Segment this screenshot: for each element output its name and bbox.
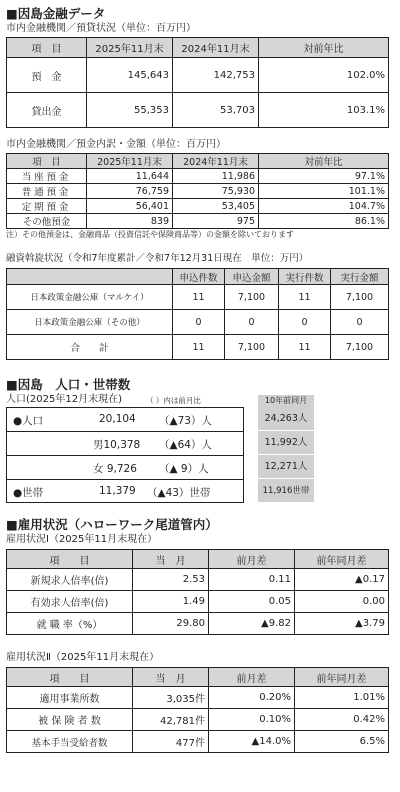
table-row [7,687,389,709]
employment-2-caption: 雇用状況Ⅱ（2025年11月末現在） [6,652,160,663]
col-header [7,269,173,285]
row-label: 就 職 率（%） [7,613,133,635]
table-cell: 102.0% [259,58,389,93]
table-cell: 0 [173,310,225,335]
employment-1-caption: 雇用状況Ⅰ（2025年11月末現在） [6,534,158,545]
employment-table-2 [6,667,389,753]
table-cell: 104.7% [259,199,389,214]
row-label: 女 9,726 [93,463,137,475]
table-cell: 0.05 [209,591,295,613]
row-label: 普通預金 [7,184,87,199]
col-header: 実行件数 [279,269,331,285]
table-cell: 11 [173,335,225,360]
col-header: 前月差 [209,550,295,569]
table-row [7,591,389,613]
table-cell: 97.1% [259,169,389,184]
financing-table [6,268,389,360]
table-row [7,169,389,184]
table-cell: ▲9.82 [209,613,295,635]
table-cell: 0.20% [209,687,295,709]
financing-caption: 融資斡旋状況（令和7年度累計／令和7年12月31日現在 単位：万円） [6,253,309,264]
col-header: 前年同月差 [295,668,389,687]
table-cell: 101.1% [259,184,389,199]
row-label: 男10,378 [93,439,141,451]
table-cell: 11 [279,335,331,360]
table-row [7,335,389,360]
col-header: 前年同月差 [295,550,389,569]
population-table [6,407,390,503]
table-cell: （▲64）人 [159,439,212,451]
table-cell: （▲73）人 [159,415,212,427]
ten-year-ago-value: 12,271人 [258,455,314,479]
table-cell: 53,405 [173,199,259,214]
table-cell: 839 [87,214,173,229]
row-label: 有効求人倍率(倍) [7,591,133,613]
deposit-breakdown-caption: 市内金融機関／預金内訳・金額（単位：百万円） [6,139,226,150]
table-cell: （▲ 9）人 [159,463,209,475]
table-cell: 1.49 [133,591,209,613]
table-cell: 1.01% [295,687,389,709]
row-label: その他預金 [7,214,87,229]
col-header: 項 目 [7,550,133,569]
table-cell: 477件 [133,731,209,753]
deposit-breakdown-table [6,153,389,229]
table-row [7,613,389,635]
col-header: 実行金額 [331,269,389,285]
population-row-households [6,479,390,503]
deposit-loan-caption: 市内金融機関／預貸状況（単位：百万円） [6,23,196,34]
table-cell: 975 [173,214,259,229]
population-row-male [6,431,390,455]
employment-title: ■雇用状況（ハローワーク尾道管内） [6,517,218,532]
col-header: 2024年11月末 [173,38,259,58]
table-row [7,58,389,93]
row-label: 定期預金 [7,199,87,214]
table-cell: 0.42% [295,709,389,731]
row-label: 貸出金 [7,93,87,128]
col-header: 2025年11月末 [87,154,173,169]
row-label: 被 保 険 者 数 [7,709,133,731]
row-label: 日本政策金融公庫（マルケイ） [7,285,173,310]
table-row [7,731,389,753]
table-cell: 7,100 [331,335,389,360]
col-header: 対前年比 [259,154,389,169]
col-header: 項 目 [7,668,133,687]
table-cell: 29.80 [133,613,209,635]
population-caption-row [6,393,390,407]
deposit-note: 注）その他預金は、金融商品（投資信託や保険商品等）の金額を除いております [6,230,294,239]
table-cell: 142,753 [173,58,259,93]
row-label: 預 金 [7,58,87,93]
table-cell: 0.11 [209,569,295,591]
table-row [7,199,389,214]
table-cell: 11,379 [99,485,136,497]
row-label: 日本政策金融公庫（その他） [7,310,173,335]
col-header: 対前年比 [259,38,389,58]
table-cell: 11,986 [173,169,259,184]
table-cell: 55,353 [87,93,173,128]
col-header: 項 目 [7,38,87,58]
table-cell: 53,703 [173,93,259,128]
table-cell: （▲43）世帯 [147,487,211,499]
row-label: 適用事業所数 [7,687,133,709]
table-cell: 42,781件 [133,709,209,731]
table-cell: 76,759 [87,184,173,199]
table-cell: ▲14.0% [209,731,295,753]
table-cell: 75,930 [173,184,259,199]
table-cell: 7,100 [225,335,279,360]
table-cell: 7,100 [331,285,389,310]
deposit-loan-table [6,37,389,128]
table-cell: 11,644 [87,169,173,184]
col-header: 2025年11月末 [87,38,173,58]
population-caption: 人口(2025年12月末現在) [6,394,122,405]
ten-year-ago-value: 24,263人 [258,407,314,431]
table-row [7,569,389,591]
table-cell: 6.5% [295,731,389,753]
row-label: 基本手当受給者数 [7,731,133,753]
employment-table-1 [6,549,389,635]
col-header: 当 月 [133,550,209,569]
population-row-female [6,455,390,479]
table-cell: 0 [279,310,331,335]
population-row-total [6,407,390,431]
col-header: 申込金額 [225,269,279,285]
table-cell: 0.00 [295,591,389,613]
table-cell: 2.53 [133,569,209,591]
table-cell: 56,401 [87,199,173,214]
table-row [7,285,389,310]
row-label: 合 計 [7,335,173,360]
table-cell: 11 [279,285,331,310]
table-cell: 7,100 [225,285,279,310]
col-header: 前月差 [209,668,295,687]
col-header: 2024年11月末 [173,154,259,169]
col-header: 当 月 [133,668,209,687]
col-header: 申込件数 [173,269,225,285]
table-row [7,709,389,731]
table-cell: 86.1% [259,214,389,229]
population-caption-note: （ ）内は前月比 [146,396,201,405]
table-cell: 3,035件 [133,687,209,709]
ten-year-ago-value: 11,916世帯 [258,479,314,503]
table-cell: 11 [173,285,225,310]
table-row [7,310,389,335]
table-row [7,93,389,128]
ten-year-ago-value: 11,992人 [258,431,314,455]
table-row [7,184,389,199]
table-cell: 0 [331,310,389,335]
table-cell: ▲0.17 [295,569,389,591]
table-cell: 145,643 [87,58,173,93]
table-cell: 103.1% [259,93,389,128]
table-cell: ▲3.79 [295,613,389,635]
page [6,6,390,753]
population-title: ■因島 人口・世帯数 [6,377,131,392]
table-cell: 20,104 [99,413,136,425]
finance-title: ■因島金融データ [6,6,106,21]
table-cell: 0 [225,310,279,335]
col-header: 項 目 [7,154,87,169]
table-row [7,214,389,229]
ten-year-ago-header: 10年前同月 [258,395,314,407]
row-label: 当座預金 [7,169,87,184]
table-cell: 0.10% [209,709,295,731]
row-label: ●人口 [13,415,44,427]
row-label: 新規求人倍率(倍) [7,569,133,591]
row-label: ●世帯 [13,487,44,499]
